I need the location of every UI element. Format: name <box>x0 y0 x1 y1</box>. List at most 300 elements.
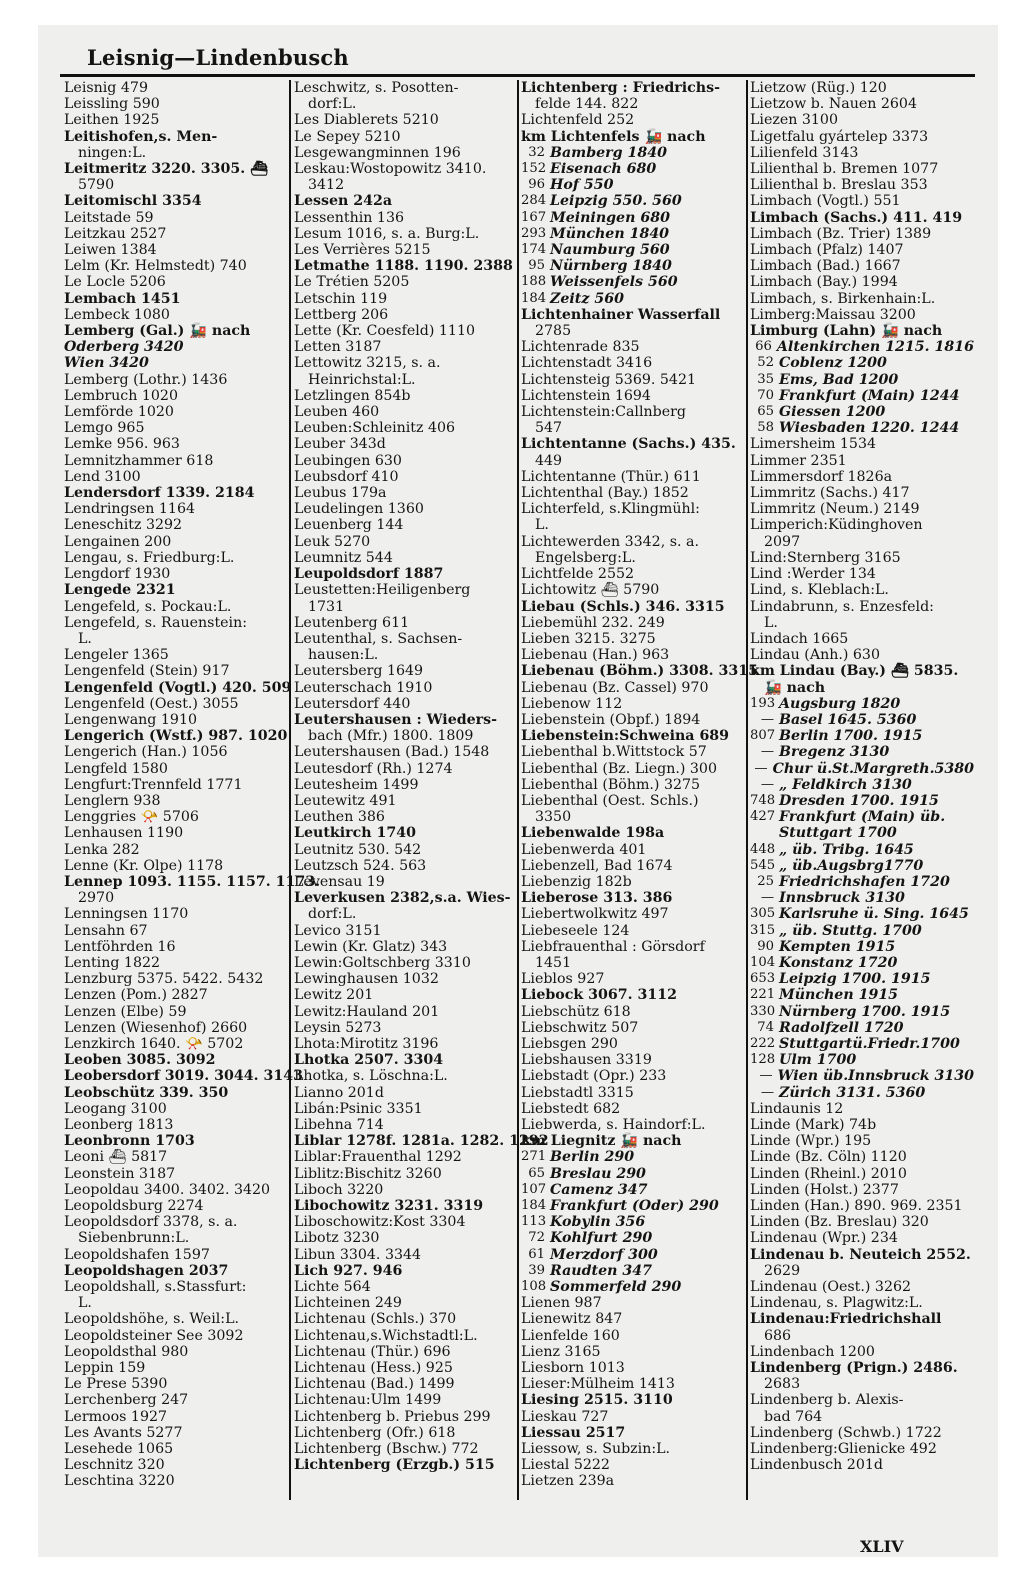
timetable-row <box>750 1036 974 1052</box>
timetable-row <box>521 1230 743 1246</box>
index-entry-continuation: 1451 <box>535 954 572 971</box>
index-entry: Lengenfeld (Stein) 917 <box>64 663 230 680</box>
index-entry: Lewitz 201 <box>294 987 374 1004</box>
index-entry: Lichtenau,s.Wichstadtl:L. <box>294 1327 478 1344</box>
destination: Giessen 1200 <box>779 404 886 421</box>
index-entry: Leopoldsteiner See 3092 <box>64 1327 244 1344</box>
index-entry: Letzlingen 854b <box>294 387 411 404</box>
index-entry-continuation: 3412 <box>308 177 345 194</box>
index-entry: Leonstein 3187 <box>64 1165 176 1182</box>
timetable-row <box>750 372 974 388</box>
index-entry: Letschin 119 <box>294 290 388 307</box>
timetable-row <box>750 987 974 1003</box>
index-entry: Lindaunis 12 <box>750 1100 844 1117</box>
index-entry: Lichtentanne (Thür.) 611 <box>521 468 701 485</box>
destination: Kobylin 356 <box>550 1214 646 1231</box>
timetable-row <box>750 858 974 874</box>
destination: Friedrichshafen 1720 <box>779 873 950 890</box>
destination: Zeitz 560 <box>550 290 624 307</box>
index-entry: Wien 3420 <box>64 355 149 372</box>
column-divider-1 <box>289 80 291 1500</box>
index-entry: Lichtenstein:Callnberg <box>521 404 686 421</box>
destination: Innsbruck 3130 <box>779 890 905 907</box>
index-entry: Lichtenstadt 3416 <box>521 355 653 372</box>
destination: Naumburg 560 <box>550 242 670 259</box>
index-entry: Leisnig 479 <box>64 80 148 96</box>
index-entry: Limbach (Bay.) 1994 <box>750 274 898 291</box>
index-entry: Lendersdorf 1339. 2184 <box>64 485 255 502</box>
index-entry: Lilienthal b. Bremen 1077 <box>750 161 939 178</box>
timetable-row <box>521 177 743 193</box>
timetable-row <box>521 193 743 209</box>
timetable-row <box>521 291 743 307</box>
destination: „ üb. Tribg. 1645 <box>779 841 914 858</box>
index-entry: Liessow, s. Subzin:L. <box>521 1441 671 1458</box>
index-entry: Lichtensteig 5369. 5421 <box>521 371 697 388</box>
index-entry: Le Sepey 5210 <box>294 128 401 145</box>
index-entry: Liebock 3067. 3112 <box>521 987 678 1004</box>
index-entry: Lienfelde 160 <box>521 1327 620 1344</box>
distance-km: 284 <box>521 193 547 209</box>
index-entry: Lichtowitz ⛴ 5790 <box>521 582 660 599</box>
index-entry: Lengefeld, s. Rauenstein: <box>64 614 247 631</box>
index-entry: Lenzkirch 1640. 📯 5702 <box>64 1035 244 1052</box>
index-entry: Les Verrières 5215 <box>294 242 431 259</box>
index-entry: Letmathe 1188. 1190. 2388 <box>294 258 513 275</box>
index-entry: Liboch 3220 <box>294 1181 384 1198</box>
timetable-row <box>521 1279 743 1295</box>
index-entry: Lettowitz 3215, s. a. <box>294 355 441 372</box>
index-entry: Lindenbusch 201d <box>750 1457 883 1474</box>
destination: Ulm 1700 <box>779 1052 857 1069</box>
timetable-row <box>750 777 974 793</box>
index-entry: Leissling 590 <box>64 96 160 113</box>
index-entry: Lenhausen 1190 <box>64 825 184 842</box>
destination: Sommerfeld 290 <box>550 1279 682 1296</box>
index-entry: Leubsdorf 410 <box>294 468 399 485</box>
distance-km: 184 <box>521 1198 547 1214</box>
index-entry: Lich 927. 946 <box>294 1262 403 1279</box>
index-entry: Levensau 19 <box>294 873 385 890</box>
header-rule <box>60 74 975 77</box>
index-entry: Libehna 714 <box>294 1117 384 1133</box>
index-column-1 <box>64 80 321 1500</box>
distance-km: 113 <box>521 1214 547 1230</box>
distance-km: — <box>759 1068 773 1084</box>
destination: Merzdorf 300 <box>550 1246 658 1263</box>
distance-km: 293 <box>521 225 547 241</box>
index-entry: Liebschwitz 507 <box>521 1019 639 1036</box>
index-entry: Lemnitzhammer 618 <box>64 452 214 469</box>
index-entry: Lendringsen 1164 <box>64 501 196 518</box>
index-entry: Leskau:Wostopowitz 3410. <box>294 161 487 178</box>
index-entry: Linde (Wpr.) 195 <box>750 1133 872 1150</box>
index-entry: Linde (Bz. Cöln) 1120 <box>750 1149 907 1166</box>
distance-km: 90 <box>757 938 774 954</box>
index-entry: Lelm (Kr. Helmstedt) 740 <box>64 258 247 275</box>
index-entry: Lindenberg (Prign.) 2486. <box>750 1360 958 1377</box>
index-entry: Leopoldsdorf 3378, s. a. <box>64 1214 238 1231</box>
index-entry: Lemförde 1020 <box>64 404 174 421</box>
timetable-row <box>750 1020 974 1036</box>
index-entry: Leopoldshall, s.Stassfurt: <box>64 1279 247 1296</box>
destination: Zürich 3131. 5360 <box>779 1084 926 1101</box>
column-divider-2 <box>517 80 519 1500</box>
index-entry: Lewitz:Hauland 201 <box>294 1003 440 1020</box>
destination: Radolfzell 1720 <box>779 1019 904 1036</box>
index-entry: Liebstadtl 3315 <box>521 1084 634 1101</box>
timetable-row <box>521 1214 743 1230</box>
index-entry: Leubus 179a <box>294 485 387 502</box>
distance-km: 128 <box>750 1052 776 1068</box>
index-entry: Oderberg 3420 <box>64 339 184 356</box>
distance-km: 25 <box>757 873 774 889</box>
index-entry: Lieskau 727 <box>521 1408 609 1425</box>
index-entry: Lind :Werder 134 <box>750 566 876 583</box>
index-entry: Leopoldsburg 2274 <box>64 1198 204 1215</box>
index-entry-continuation: 686 <box>764 1327 792 1344</box>
index-entry-continuation: 2785 <box>535 323 572 340</box>
destination: Altenkirchen 1215. 1816 <box>776 339 974 356</box>
index-entry: Leutesheim 1499 <box>294 776 419 793</box>
index-entry: Lienewitz 847 <box>521 1311 623 1328</box>
index-entry: Limburg (Lahn) 🚂 nach <box>750 323 943 340</box>
index-entry: Lieblos 927 <box>521 971 605 988</box>
index-entry: Lietzen 239a <box>521 1473 615 1490</box>
index-entry: Lichtenberg (Ofr.) 618 <box>294 1424 456 1441</box>
index-entry: Le Prese 5390 <box>64 1376 168 1393</box>
index-entry: Lenne (Kr. Olpe) 1178 <box>64 857 224 874</box>
timetable-row <box>750 339 974 355</box>
index-entry: Lichtenberg b. Priebus 299 <box>294 1408 491 1425</box>
index-entry: Lengenwang 1910 <box>64 711 198 728</box>
destination: Wiesbaden 1220. 1244 <box>779 420 960 437</box>
destination: Eisenach 680 <box>550 161 657 178</box>
distance-km: 52 <box>757 355 774 371</box>
index-entry: Les Avants 5277 <box>64 1424 183 1441</box>
timetable-row <box>521 1247 743 1263</box>
index-entry: Lichtfelde 2552 <box>521 566 635 583</box>
index-entry-continuation: felde 144. 822 <box>535 96 639 113</box>
distance-km: 184 <box>521 290 547 306</box>
index-entry: Limbach, s. Birkenhain:L. <box>750 290 936 307</box>
timetable-row <box>750 906 974 922</box>
timetable-row <box>521 210 743 226</box>
index-entry: Liebenau (Han.) 963 <box>521 647 670 664</box>
index-entry: Leudelingen 1360 <box>294 501 424 518</box>
index-entry: Liestal 5222 <box>521 1457 610 1474</box>
distance-km: 95 <box>528 258 545 274</box>
destination: Nürnberg 1840 <box>550 258 672 275</box>
destination: Dresden 1700. 1915 <box>779 792 939 809</box>
index-entry: Limersheim 1534 <box>750 436 877 453</box>
index-entry-continuation: 3350 <box>535 809 572 826</box>
index-entry: Leutersberg 1649 <box>294 663 424 680</box>
index-entry: Leustetten:Heiligenberg <box>294 582 471 599</box>
index-entry-continuation: Engelsberg:L. <box>535 549 636 566</box>
index-entry: Leutesdorf (Rh.) 1274 <box>294 760 453 777</box>
index-entry: km Liegnitz 🚂 nach <box>521 1133 682 1150</box>
index-entry: Leitomischl 3354 <box>64 193 202 210</box>
index-entry: Linden (Han.) 890. 969. 2351 <box>750 1198 963 1215</box>
index-entry: Lengfeld 1580 <box>64 760 168 777</box>
index-entry: Lemberg (Lothr.) 1436 <box>64 371 228 388</box>
distance-km: 65 <box>528 1165 545 1181</box>
index-entry: Lesgewangminnen 196 <box>294 144 461 161</box>
index-entry: Lieben 3215. 3275 <box>521 630 656 647</box>
index-entry: Lengfurt:Trennfeld 1771 <box>64 776 243 793</box>
distance-km: — <box>754 760 768 776</box>
index-entry: Lichtenstein 1694 <box>521 387 651 404</box>
index-entry: Liebenzell, Bad 1674 <box>521 857 673 874</box>
index-entry: Liblar 1278f. 1281a. 1282. 1292 <box>294 1133 549 1150</box>
timetable-row <box>750 728 974 744</box>
index-entry: Leuben 460 <box>294 404 380 421</box>
distance-km: 61 <box>528 1246 545 1262</box>
index-entry: Lichtewerden 3342, s. a. <box>521 533 699 550</box>
index-entry: Lind, s. Kleblach:L. <box>750 582 889 599</box>
index-entry: Lindenau (Oest.) 3262 <box>750 1279 912 1296</box>
index-entry: Leubingen 630 <box>294 452 402 469</box>
destination: „ Feldkirch 3130 <box>779 776 912 793</box>
index-entry: Liesborn 1013 <box>521 1360 625 1377</box>
destination: Breslau 290 <box>550 1165 646 1182</box>
index-entry: Leschnitz 320 <box>64 1457 165 1474</box>
index-entry: Liblitz:Bischitz 3260 <box>294 1165 442 1182</box>
index-entry: Lengeler 1365 <box>64 647 169 664</box>
timetable-row <box>521 258 743 274</box>
index-entry: Lerchenberg 247 <box>64 1392 189 1409</box>
distance-km: 748 <box>750 792 776 808</box>
timetable-row <box>521 1198 743 1214</box>
timetable-row <box>521 1166 743 1182</box>
distance-km: 807 <box>750 728 776 744</box>
index-entry-continuation: dorf:L. <box>308 906 357 923</box>
index-entry: Lindenau:Friedrichshall <box>750 1311 942 1328</box>
index-entry: Limbach (Vogtl.) 551 <box>750 193 901 210</box>
distance-km: 305 <box>750 906 776 922</box>
index-entry: Leneschitz 3292 <box>64 517 183 534</box>
destination: Frankfurt (Main) 1244 <box>779 387 960 404</box>
index-entry: Leuthen 386 <box>294 809 385 826</box>
index-entry: Leobersdorf 3019. 3044. 3143 <box>64 1068 303 1085</box>
index-entry: Leutzsch 524. 563 <box>294 857 427 874</box>
timetable-row <box>521 1149 743 1165</box>
index-entry: Lermoos 1927 <box>64 1408 168 1425</box>
index-entry: Lentföhrden 16 <box>64 938 176 955</box>
index-entry: Liebeseele 124 <box>521 922 630 939</box>
index-entry: Leopoldau 3400. 3402. 3420 <box>64 1181 271 1198</box>
index-entry-continuation: 1731 <box>308 598 345 615</box>
index-entry: Lengenfeld (Oest.) 3055 <box>64 695 239 712</box>
index-entry: Lengefeld, s. Pockau:L. <box>64 598 232 615</box>
index-entry: Leitmeritz 3220. 3305. ⛴ <box>64 161 269 178</box>
timetable-row <box>750 1052 974 1068</box>
index-entry: Liebemühl 232. 249 <box>521 614 665 631</box>
index-entry: Liebstedt 682 <box>521 1100 621 1117</box>
index-entry: Levico 3151 <box>294 922 382 939</box>
index-entry: Leutkirch 1740 <box>294 825 416 842</box>
index-entry: km Lichtenfels 🚂 nach <box>521 128 706 145</box>
index-entry: Limmritz (Sachs.) 417 <box>750 485 910 502</box>
index-entry: Lind:Sternberg 3165 <box>750 549 901 566</box>
timetable-row <box>750 744 974 760</box>
timetable-row <box>750 890 974 906</box>
destination: Kempten 1915 <box>779 938 896 955</box>
index-entry: Lichtenberg : Friedrichs- <box>521 80 720 96</box>
destination: Ems, Bad 1200 <box>779 371 899 388</box>
index-entry: Lichtenau (Hess.) 925 <box>294 1360 453 1377</box>
index-entry: Leopoldshagen 2037 <box>64 1262 229 1279</box>
index-entry: Leuber 343d <box>294 436 386 453</box>
destination: Leipzig 550. 560 <box>550 193 682 210</box>
index-entry: Limperich:Küdinghoven <box>750 517 923 534</box>
index-entry: Linden (Holst.) 2377 <box>750 1181 899 1198</box>
index-entry: Lembeck 1080 <box>64 306 170 323</box>
index-entry: Lesehede 1065 <box>64 1441 174 1458</box>
index-entry: Liebenau (Böhm.) 3308. 3315 <box>521 663 759 680</box>
distance-km: 653 <box>750 971 776 987</box>
index-entry: Lengede 2321 <box>64 582 176 599</box>
index-entry: Lewin (Kr. Glatz) 343 <box>294 938 448 955</box>
index-entry: Ligetfalu gyártelep 3373 <box>750 128 929 145</box>
index-entry: Lindenau, s. Plagwitz:L. <box>750 1295 923 1312</box>
index-entry: Leuterschach 1910 <box>294 679 433 696</box>
index-entry: Lhotka, s. Löschna:L. <box>294 1068 448 1085</box>
index-entry: Lianno 201d <box>294 1084 384 1101</box>
index-entry: Liebsgen 290 <box>521 1035 618 1052</box>
distance-km: 427 <box>750 809 776 825</box>
index-entry: Lenting 1822 <box>64 954 161 971</box>
distance-km: — <box>760 744 774 760</box>
index-entry: Liebfrauenthal : Görsdorf <box>521 938 705 955</box>
distance-km: 74 <box>757 1019 774 1035</box>
index-entry: Limmer 2351 <box>750 452 847 469</box>
index-entry-continuation: dorf:L. <box>308 96 357 113</box>
index-entry: Libotz 3230 <box>294 1230 380 1247</box>
index-entry: Lietzow (Rüg.) 120 <box>750 80 887 96</box>
index-entry-continuation: L. <box>78 1295 92 1312</box>
index-entry: Liezen 3100 <box>750 112 838 129</box>
index-entry: Linde (Mark) 74b <box>750 1117 877 1133</box>
destination: Augsburg 1820 <box>779 695 901 712</box>
index-entry: Lemgo 965 <box>64 420 145 437</box>
index-entry: Linden (Rheinl.) 2010 <box>750 1165 907 1182</box>
index-entry: Lengerich (Wstf.) 987. 1020 <box>64 728 288 745</box>
destination: Stuttgart 1700 <box>779 825 897 842</box>
index-entry: Limbach (Bad.) 1667 <box>750 258 901 275</box>
index-entry: Leupoldsdorf 1887 <box>294 566 444 583</box>
timetable-row <box>750 842 974 858</box>
distance-km: 96 <box>528 177 545 193</box>
destination: „ üb.Augsbrg1770 <box>779 857 924 874</box>
index-entry: Leiwen 1384 <box>64 242 157 259</box>
index-entry: Limberg:Maissau 3200 <box>750 306 916 323</box>
index-entry: Limmritz (Neum.) 2149 <box>750 501 920 518</box>
index-entry: Leumnitz 544 <box>294 549 393 566</box>
index-entry: Leysin 5273 <box>294 1019 382 1036</box>
index-entry-continuation: Heinrichstal:L. <box>308 371 416 388</box>
distance-km: 35 <box>757 371 774 387</box>
destination: Chur ü.St.Margreth.5380 <box>772 760 974 777</box>
index-entry: Lienz 3165 <box>521 1343 601 1360</box>
index-entry: Leopoldshafen 1597 <box>64 1246 210 1263</box>
destination: Hof 550 <box>550 177 614 194</box>
index-entry-continuation: L. <box>535 517 549 534</box>
index-entry: Letten 3187 <box>294 339 382 356</box>
index-entry-continuation: 2097 <box>764 533 801 550</box>
index-entry: Lichtenthal (Bay.) 1852 <box>521 485 689 502</box>
index-entry-continuation: hausen:L. <box>308 647 379 664</box>
index-entry: Lenzen (Elbe) 59 <box>64 1003 187 1020</box>
index-entry-continuation: 547 <box>535 420 563 437</box>
index-entry: Lembruch 1020 <box>64 387 178 404</box>
index-entry: Leoni ⛴ 5817 <box>64 1149 168 1166</box>
index-entry: Leogang 3100 <box>64 1100 167 1117</box>
destination: Stuttgartü.Friedr.1700 <box>779 1035 960 1052</box>
index-entry: Liblar:Frauenthal 1292 <box>294 1149 462 1166</box>
index-entry: Lichtenrade 835 <box>521 339 640 356</box>
index-entry: Lieser:Mülheim 1413 <box>521 1376 675 1393</box>
distance-km: 66 <box>755 339 772 355</box>
index-entry: Liboschowitz:Kost 3304 <box>294 1214 466 1231</box>
distance-km: 188 <box>521 274 547 290</box>
index-entry: Liebschütz 618 <box>521 1003 631 1020</box>
page-header-title: Leisnig—Lindenbusch <box>87 45 349 70</box>
index-entry: Leoben 3085. 3092 <box>64 1052 216 1069</box>
index-entry: Lend 3100 <box>64 468 141 485</box>
distance-km: 32 <box>528 144 545 160</box>
distance-km: 70 <box>757 387 774 403</box>
index-entry: Libochowitz 3231. 3319 <box>294 1198 484 1215</box>
index-entry: Lenzen (Wiesenhof) 2660 <box>64 1019 248 1036</box>
index-entry: Lindenberg (Schwb.) 1722 <box>750 1424 942 1441</box>
index-entry: Leutershausen (Bad.) 1548 <box>294 744 490 761</box>
index-entry: Leuenberg 144 <box>294 517 404 534</box>
distance-km: 107 <box>521 1181 547 1197</box>
index-entry: Leutenthal, s. Sachsen- <box>294 630 463 647</box>
index-entry: Limbach (Pfalz) 1407 <box>750 242 904 259</box>
destination: Berlin 290 <box>550 1149 635 1166</box>
index-entry: Leobschütz 339. 350 <box>64 1084 229 1101</box>
index-entry: Lensahn 67 <box>64 922 148 939</box>
distance-km: 448 <box>750 841 776 857</box>
index-entry: Lewinghausen 1032 <box>294 971 439 988</box>
index-entry: Lessen 242a <box>294 193 393 210</box>
distance-km: 58 <box>757 420 774 436</box>
destination: Weissenfels 560 <box>550 274 678 291</box>
index-entry: Liebenow 112 <box>521 695 623 712</box>
index-entry-continuation: 🚂 nach <box>764 679 826 696</box>
index-entry: Lichteinen 249 <box>294 1295 402 1312</box>
index-entry: Lichtenau (Thür.) 696 <box>294 1343 451 1360</box>
timetable-row <box>521 1182 743 1198</box>
destination: Frankfurt (Oder) 290 <box>550 1198 719 1215</box>
index-entry: Leitishofen,s. Men- <box>64 128 218 145</box>
timetable-row <box>750 874 974 890</box>
index-entry: Lenzen (Pom.) 2827 <box>64 987 208 1004</box>
timetable-row <box>750 793 974 809</box>
index-column-3 <box>521 80 759 1500</box>
distance-km: 193 <box>750 695 776 711</box>
index-entry: Lienen 987 <box>521 1295 602 1312</box>
destination: Konstanz 1720 <box>779 954 898 971</box>
index-entry: Lichtentanne (Sachs.) 435. <box>521 436 736 453</box>
index-entry: Lindenberg b. Alexis- <box>750 1392 904 1409</box>
index-entry: Liebertwolkwitz 497 <box>521 906 669 923</box>
timetable-row <box>750 1004 974 1020</box>
index-entry: Liebstadt (Opr.) 233 <box>521 1068 667 1085</box>
